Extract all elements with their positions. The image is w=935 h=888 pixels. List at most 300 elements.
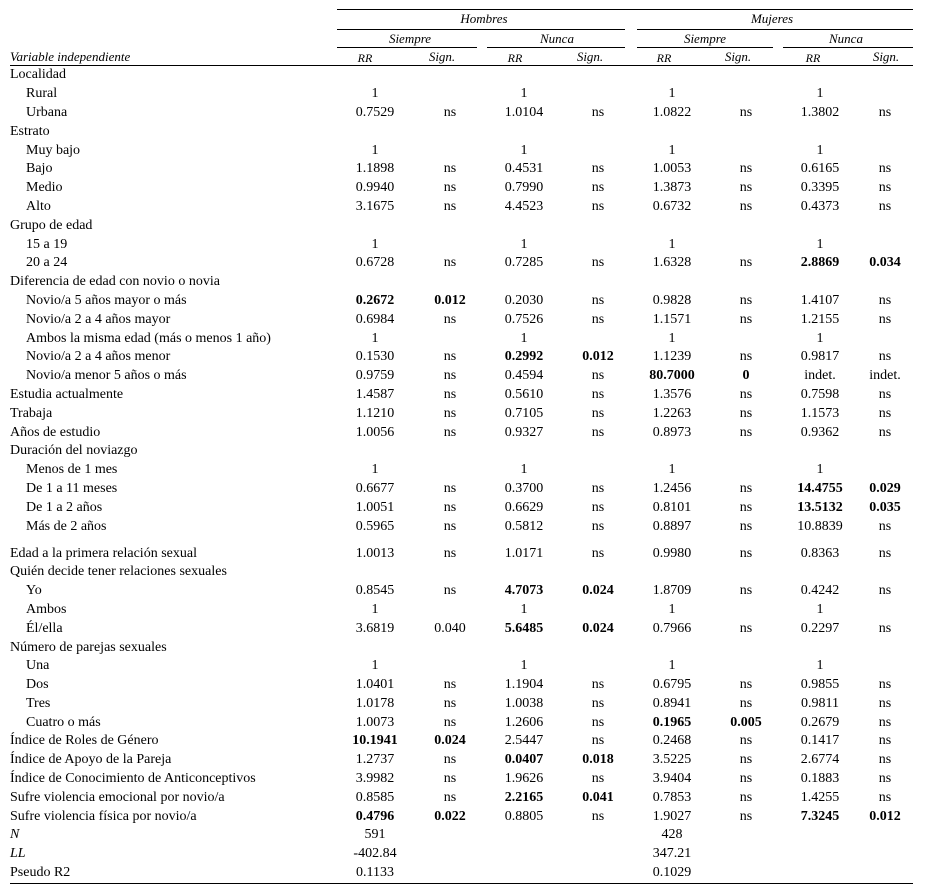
table-row: [10, 160, 913, 179]
rr-cell: 3.6819: [355, 620, 395, 636]
rr-cell: 1.0053: [652, 161, 692, 177]
rr-cell: 1.0038: [504, 695, 544, 711]
sign-cell: ns: [443, 104, 457, 120]
rr-cell: 0.9811: [801, 695, 839, 711]
rr-cell: 14.4755: [797, 480, 843, 496]
sign-cell: ns: [878, 677, 892, 693]
sign-cell: ns: [591, 480, 605, 496]
sign-cell: [413, 329, 487, 348]
sign-cell: ns: [443, 255, 457, 271]
table-row: [10, 845, 913, 864]
sign-cell: [709, 845, 783, 864]
sign-cell: ns: [591, 405, 605, 421]
sign-cell: ns: [878, 771, 892, 787]
rr-cell: 1: [816, 86, 824, 102]
sign-cell: [561, 657, 635, 676]
row-label: Edad a la primera relación sexual: [10, 545, 197, 561]
table-row: [10, 751, 913, 770]
rr-cell: [635, 442, 709, 461]
sign-cell: ns: [878, 161, 892, 177]
sign-cell: ns: [878, 752, 892, 768]
group-rule-mujeres: [637, 29, 913, 30]
rr-cell: 1: [520, 462, 528, 478]
rr-cell: 0.2030: [504, 292, 544, 308]
stub-header: Variable independiente: [10, 49, 131, 64]
rr-cell: 1: [668, 330, 676, 346]
sign-cell: [561, 461, 635, 480]
row-label: Novio/a 5 años mayor o más: [26, 292, 187, 308]
sign-cell: [709, 122, 783, 141]
rr-cell: 1.1571: [652, 311, 692, 327]
col-sign-2: Sign.: [576, 49, 604, 64]
col-rr-1: RR: [357, 51, 373, 65]
rr-cell: 0.7966: [652, 620, 692, 636]
rr-cell: [635, 563, 709, 582]
sign-cell: [413, 141, 487, 160]
rr-cell: 1.0013: [355, 545, 395, 561]
sign-cell: 0.012: [582, 349, 614, 365]
rr-cell: 0.6728: [355, 255, 395, 271]
sign-cell: ns: [739, 311, 753, 327]
rr-cell: 1: [816, 601, 824, 617]
sign-cell: ns: [443, 405, 457, 421]
rr-cell: 0.6732: [652, 198, 692, 214]
rr-cell: 1.0171: [504, 545, 544, 561]
rr-cell: 0.7529: [355, 104, 395, 120]
rr-cell: 3.5225: [652, 752, 692, 768]
sign-cell: [561, 66, 635, 85]
table-row: [10, 442, 913, 461]
row-label: Alto: [26, 198, 51, 214]
sign-cell: ns: [443, 349, 457, 365]
sign-cell: [561, 563, 635, 582]
row-label: Cuatro o más: [26, 714, 101, 730]
table-row: [10, 826, 913, 845]
sign-cell: ns: [443, 480, 457, 496]
sign-cell: [857, 329, 913, 348]
rr-cell: 0.3395: [800, 180, 840, 196]
sign-cell: [857, 235, 913, 254]
rr-cell: 13.5132: [797, 499, 843, 515]
sign-cell: ns: [591, 771, 605, 787]
rr-cell: 1.1904: [504, 677, 544, 693]
rr-cell: 0.7526: [504, 311, 544, 327]
row-label: De 1 a 2 años: [26, 499, 103, 515]
row-label: LL: [10, 846, 26, 862]
sign-cell: [857, 657, 913, 676]
rr-cell: 0.8545: [355, 583, 395, 599]
sign-cell: [709, 216, 783, 235]
rr-cell: 0.9362: [800, 424, 840, 440]
rr-cell: [783, 122, 857, 141]
rr-cell: [783, 845, 857, 864]
rr-cell: 5.6485: [504, 620, 544, 636]
sign-cell: [709, 329, 783, 348]
sign-cell: [857, 826, 913, 845]
sign-cell: [709, 638, 783, 657]
table-row: [10, 480, 913, 499]
sign-cell: ns: [443, 677, 457, 693]
sign-cell: [413, 845, 487, 864]
rr-cell: 1: [520, 330, 528, 346]
row-label: Índice de Conocimiento de Anticonceptivos: [10, 771, 256, 787]
rr-cell: 1: [668, 601, 676, 617]
rr-cell: 0.6984: [355, 311, 395, 327]
sign-cell: ns: [878, 424, 892, 440]
sign-cell: ns: [878, 180, 892, 196]
sign-cell: 0.024: [582, 583, 614, 599]
sign-cell: ns: [739, 789, 753, 805]
sign-cell: ns: [739, 752, 753, 768]
rr-cell: [487, 826, 561, 845]
rr-cell: 0.8363: [800, 545, 840, 561]
col-rr-3: RR: [656, 51, 672, 65]
rr-cell: 1.8709: [652, 583, 692, 599]
rr-cell: 1: [371, 601, 379, 617]
rr-cell: 0.9759: [355, 368, 395, 384]
sign-cell: [561, 235, 635, 254]
sign-cell: 0.035: [869, 499, 901, 515]
sign-cell: [561, 601, 635, 620]
sign-cell: [857, 864, 913, 883]
rr-cell: 4.4523: [504, 198, 544, 214]
sign-cell: [857, 601, 913, 620]
rr-cell: 0.1417: [800, 733, 840, 749]
rr-cell: 0.6677: [355, 480, 395, 496]
sign-cell: ns: [878, 405, 892, 421]
rr-cell: 0.6795: [652, 677, 692, 693]
rr-cell: 1: [668, 658, 676, 674]
rr-cell: 1.0822: [652, 104, 692, 120]
sign-cell: 0.018: [582, 752, 614, 768]
rr-cell: 1.2456: [652, 480, 692, 496]
subgroup-rule-2: [487, 47, 625, 48]
row-label: Sufre violencia emocional por novio/a: [10, 789, 225, 805]
rr-cell: [337, 563, 413, 582]
rr-cell: 0.7285: [504, 255, 544, 271]
rr-cell: 1.2263: [652, 405, 692, 421]
rr-cell: 1.9626: [504, 771, 544, 787]
sign-cell: ns: [591, 499, 605, 515]
table-row: [10, 619, 913, 638]
sign-cell: [561, 122, 635, 141]
table-row: [10, 517, 913, 536]
sign-cell: [709, 85, 783, 104]
table-row: [10, 770, 913, 789]
row-label: Tres: [26, 695, 51, 711]
sign-cell: ns: [739, 583, 753, 599]
sign-cell: ns: [443, 161, 457, 177]
sign-cell: [413, 66, 487, 85]
rr-cell: 4.7073: [504, 583, 544, 599]
sign-cell: ns: [739, 424, 753, 440]
col-sign-4: Sign.: [872, 49, 900, 64]
row-label: Índice de Apoyo de la Pareja: [10, 752, 172, 768]
sign-cell: [561, 85, 635, 104]
col-sign-1: Sign.: [428, 49, 456, 64]
sign-cell: ns: [443, 752, 457, 768]
table-row: [10, 536, 913, 563]
row-label: N: [10, 827, 20, 843]
row-label: De 1 a 11 meses: [26, 480, 118, 496]
sign-cell: 0.034: [869, 255, 901, 271]
sign-cell: [413, 273, 487, 292]
rr-cell: 1: [816, 330, 824, 346]
row-label: Una: [26, 658, 50, 674]
sign-cell: [857, 461, 913, 480]
table-body: [10, 66, 913, 882]
sign-cell: ns: [591, 733, 605, 749]
sign-cell: [857, 141, 913, 160]
rr-cell: 1.1239: [652, 349, 692, 365]
sign-cell: ns: [443, 789, 457, 805]
row-label: Medio: [26, 180, 63, 196]
rr-cell: 1: [371, 236, 379, 252]
table-row: [10, 807, 913, 826]
rr-cell: 1.3802: [800, 104, 840, 120]
row-label: Rural: [26, 86, 58, 102]
rr-cell: [487, 563, 561, 582]
rr-cell: 2.2165: [504, 789, 544, 805]
rr-cell: 0.9855: [800, 677, 840, 693]
row-label: Menos de 1 mes: [26, 462, 118, 478]
rr-cell: 0.9828: [652, 292, 692, 308]
table-row: [10, 676, 913, 695]
subheader-hombres-nunca: Nunca: [540, 31, 574, 46]
rr-cell: 7.3245: [800, 808, 840, 824]
rr-cell: [487, 845, 561, 864]
sign-cell: 0.024: [582, 620, 614, 636]
sign-cell: ns: [591, 808, 605, 824]
sign-cell: ns: [443, 386, 457, 402]
rr-cell: -402.84: [353, 846, 397, 862]
rr-cell: 0.0407: [504, 752, 544, 768]
sign-cell: [561, 141, 635, 160]
sign-cell: [413, 216, 487, 235]
rr-cell: 0.2297: [800, 620, 840, 636]
rr-cell: 0.8805: [504, 808, 544, 824]
sign-cell: 0: [742, 368, 750, 384]
sign-cell: [413, 864, 487, 883]
sign-cell: ns: [443, 368, 457, 384]
group-header-mujeres: Mujeres: [750, 11, 794, 26]
sign-cell: ns: [878, 386, 892, 402]
sign-cell: ns: [878, 311, 892, 327]
sign-cell: 0.022: [434, 808, 466, 824]
row-label: Sufre violencia física por novio/a: [10, 808, 197, 824]
rr-cell: 1: [520, 236, 528, 252]
rr-cell: [783, 563, 857, 582]
sign-cell: ns: [591, 714, 605, 730]
table-row: [10, 657, 913, 676]
rr-cell: [487, 122, 561, 141]
sign-cell: [561, 864, 635, 883]
table-row: [10, 198, 913, 217]
sign-cell: ns: [591, 368, 605, 384]
sign-cell: [413, 657, 487, 676]
bottom-rule: [10, 883, 913, 884]
rr-cell: 0.2679: [800, 714, 840, 730]
sign-cell: ns: [739, 292, 753, 308]
rr-cell: 1.3873: [652, 180, 692, 196]
sign-cell: ns: [443, 714, 457, 730]
table-row: [10, 563, 913, 582]
subheader-hombres-siempre: Siempre: [388, 31, 432, 46]
row-label: Localidad: [10, 67, 66, 83]
sign-cell: [561, 826, 635, 845]
rr-cell: 1.0056: [355, 424, 395, 440]
rr-cell: [337, 442, 413, 461]
sign-cell: [413, 638, 487, 657]
rr-cell: 1: [816, 658, 824, 674]
row-label: Yo: [26, 583, 42, 599]
row-label: Años de estudio: [10, 424, 101, 440]
rr-cell: 0.4373: [800, 198, 840, 214]
sign-cell: ns: [878, 104, 892, 120]
rr-cell: 0.2672: [355, 292, 395, 308]
col-rr-4: RR: [805, 51, 821, 65]
row-label: Número de parejas sexuales: [10, 639, 167, 655]
sign-cell: [561, 273, 635, 292]
rr-cell: [337, 216, 413, 235]
subheader-mujeres-siempre: Siempre: [683, 31, 727, 46]
table-row: [10, 404, 913, 423]
rr-cell: 0.1965: [652, 714, 692, 730]
table-row: [10, 141, 913, 160]
rr-cell: 2.5447: [504, 733, 544, 749]
rr-cell: 1: [816, 236, 824, 252]
sign-cell: ns: [443, 424, 457, 440]
rr-cell: 0.1029: [652, 865, 692, 881]
rr-cell: 1.1898: [355, 161, 395, 177]
subgroup-rule-4: [783, 47, 913, 48]
row-label: Él/ella: [26, 620, 63, 636]
rr-cell: 1: [668, 86, 676, 102]
rr-cell: 1.2737: [355, 752, 395, 768]
table-row: [10, 461, 913, 480]
sign-cell: [857, 273, 913, 292]
table-row: [10, 498, 913, 517]
sign-cell: ns: [591, 161, 605, 177]
row-label: Grupo de edad: [10, 217, 93, 233]
rr-cell: [783, 66, 857, 85]
table-row: [10, 695, 913, 714]
row-label: Novio/a menor 5 años o más: [26, 368, 187, 384]
table-row: [10, 179, 913, 198]
rr-cell: 0.4594: [504, 368, 544, 384]
sign-cell: ns: [878, 292, 892, 308]
sign-cell: [413, 563, 487, 582]
sign-cell: ns: [739, 104, 753, 120]
sign-cell: ns: [591, 104, 605, 120]
sign-cell: ns: [878, 714, 892, 730]
rr-cell: 0.9327: [504, 424, 544, 440]
rr-cell: 1.2606: [504, 714, 544, 730]
rr-cell: [487, 442, 561, 461]
rr-cell: 80.7000: [649, 368, 695, 384]
rr-cell: 1: [371, 462, 379, 478]
rr-cell: 0.4242: [800, 583, 840, 599]
row-label: Trabaja: [10, 405, 53, 421]
rr-cell: 2.6774: [800, 752, 840, 768]
sign-cell: ns: [739, 620, 753, 636]
rr-cell: 1.0178: [355, 695, 395, 711]
sign-cell: [709, 66, 783, 85]
sign-cell: ns: [739, 386, 753, 402]
rr-cell: 428: [661, 827, 683, 843]
row-label: Duración del noviazgo: [10, 443, 138, 459]
rr-cell: 1: [520, 142, 528, 158]
sign-cell: 0.005: [730, 714, 762, 730]
rr-cell: 0.1530: [355, 349, 395, 365]
sign-cell: ns: [739, 180, 753, 196]
rr-cell: [337, 66, 413, 85]
sign-cell: ns: [878, 349, 892, 365]
rr-cell: 0.8941: [652, 695, 692, 711]
row-label: Índice de Roles de Género: [10, 733, 159, 749]
sign-cell: ns: [591, 198, 605, 214]
rr-cell: [783, 638, 857, 657]
subheader-mujeres-nunca: Nunca: [829, 31, 863, 46]
rr-cell: 1: [520, 658, 528, 674]
sign-cell: ns: [443, 771, 457, 787]
sign-cell: ns: [878, 620, 892, 636]
row-label: Estudia actualmente: [10, 386, 124, 402]
rr-cell: [487, 638, 561, 657]
row-label: Pseudo R2: [10, 865, 71, 881]
rr-cell: [783, 864, 857, 883]
sign-cell: ns: [591, 545, 605, 561]
table-row: [10, 601, 913, 620]
sign-cell: ns: [739, 518, 753, 534]
sign-cell: ns: [739, 161, 753, 177]
rr-cell: 3.9404: [652, 771, 692, 787]
table-row: [10, 423, 913, 442]
row-label: Dos: [26, 677, 49, 693]
rr-cell: [635, 273, 709, 292]
rr-cell: 3.9982: [355, 771, 395, 787]
row-label: Estrato: [10, 123, 50, 139]
sign-cell: [561, 442, 635, 461]
row-label: Urbana: [26, 104, 68, 120]
sign-cell: ns: [443, 180, 457, 196]
rr-cell: 1.1210: [355, 405, 395, 421]
rr-cell: [635, 216, 709, 235]
sign-cell: ns: [739, 349, 753, 365]
rr-cell: indet.: [804, 368, 836, 384]
rr-cell: 0.5610: [504, 386, 544, 402]
sign-cell: [413, 826, 487, 845]
sign-cell: [857, 122, 913, 141]
rr-cell: [635, 122, 709, 141]
table-row: [10, 273, 913, 292]
sign-cell: [857, 66, 913, 85]
rr-cell: 0.5812: [504, 518, 544, 534]
rr-cell: 0.5965: [355, 518, 395, 534]
sign-cell: ns: [591, 180, 605, 196]
rr-cell: 1.9027: [652, 808, 692, 824]
sign-cell: [413, 235, 487, 254]
rr-cell: 1: [371, 658, 379, 674]
rr-cell: 1: [371, 142, 379, 158]
table-row: [10, 66, 913, 85]
sign-cell: [561, 845, 635, 864]
sign-cell: [413, 122, 487, 141]
sign-cell: ns: [443, 583, 457, 599]
rr-cell: 1: [668, 236, 676, 252]
sign-cell: [413, 601, 487, 620]
row-label: Más de 2 años: [26, 518, 107, 534]
